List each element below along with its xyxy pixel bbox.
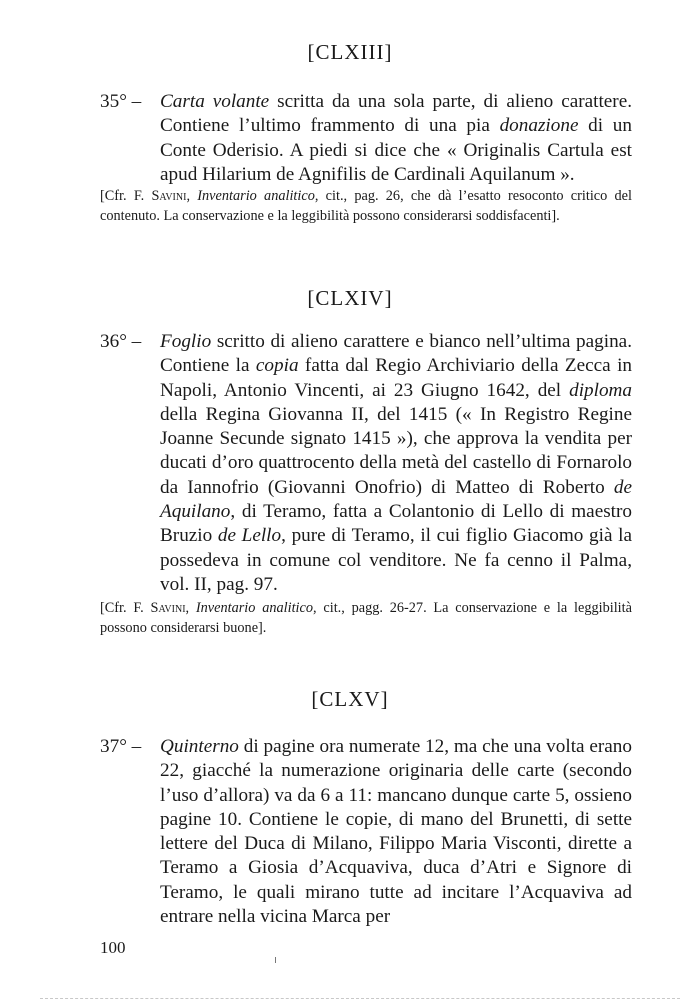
text-run: ,	[185, 600, 196, 616]
section-heading-clxiv: [CLXIV]	[307, 286, 393, 310]
entry-36	[100, 330, 632, 597]
entry-text	[160, 735, 632, 929]
italic-text-run: diploma	[569, 379, 632, 401]
text-run: fatta dal Regio Archiviario della Zecca in Napoli, Antonio Vincenti, ai 23 Giugno 1642, del	[160, 355, 632, 401]
text-run: scritto di alieno carattere e bianco nell’ultima pagina. Contiene la	[160, 331, 632, 377]
italic-text-run: copia	[255, 355, 299, 377]
italic-text-run: de Lello	[217, 525, 282, 547]
text-run: di un Conte Oderisio. A piedi si dice che « Originalis Cartula est apud Hilarium de Agnifilis de Cardinali Aquilanum ».	[160, 115, 632, 185]
author-name: Savini	[150, 600, 186, 616]
text-run: ,	[186, 188, 198, 204]
text-run: [Cfr. F.	[100, 188, 152, 204]
italic-text-run: Quinterno	[160, 736, 239, 757]
author-name: Savini	[151, 188, 187, 204]
text-run: scritta da una sola parte, di alieno carattere. Contiene l’ultimo frammento di una pia	[160, 91, 633, 137]
text-run: , pure di Teramo, il cui figlio Giacomo già la possedeva in comune col venditore. Ne fa cenno il Palma, vol. II, pag. 97.	[160, 525, 632, 595]
entry-35	[100, 90, 632, 187]
italic-text-run: Inventario analitico	[195, 600, 314, 616]
entry-37	[100, 735, 632, 929]
italic-text-run: donazione	[499, 115, 579, 137]
entry-text	[160, 330, 632, 597]
section-heading-clxv: [CLXV]	[311, 687, 389, 711]
text-run: di pagine ora numerate 12, ma che una volta erano 22, giacché la numerazione originaria delle carte (secondo l’uso d’allora) va da 6 a 11: mancano dunque carte 5, ossieno pagine 10. Contiene le copie, di mano del Brunetti, di sette lettere del Duca di Milano, Filippo Maria Visconti, dirette a Teramo a Giosia d’Acquaviva, duca d’Atri e Signore di Teramo, le quali mirano tutte ad incitare l’Acquaviva ad entrare nella vicina Marca per	[160, 736, 632, 928]
text-run: , cit., pag. 26, che dà l’esatto resoconto critico del contenuto. La conservazione e la leggibilità possono considerarsi soddisfacenti].	[100, 188, 632, 224]
scan-speck	[275, 957, 276, 963]
page-number: 100	[100, 938, 126, 957]
editorial-note-clxiii	[100, 187, 632, 226]
entry-number: 37° –	[100, 736, 142, 757]
text-run: , di Teramo, fatta a Colantonio di Lello di maestro Bruzio	[160, 501, 632, 547]
text-run: della Regina Giovanna II, del 1415 (« In Registro Regine Joanne Secunde signato 1415 »), che approva la vendita per ducati d’oro quattrocento della metà del castello di Fornarolo da Iannofrio (Giovanni Onofrio) di Matteo di Roberto	[160, 403, 632, 498]
entry-number: 35° –	[100, 91, 142, 112]
editorial-note-clxiv	[100, 599, 632, 638]
italic-text-run: Foglio	[160, 331, 212, 352]
entry-number: 36° –	[100, 331, 142, 352]
section-heading-clxiii: [CLXIII]	[307, 40, 393, 64]
scan-edge-line	[40, 998, 680, 999]
italic-text-run: de Aquilano	[160, 476, 632, 523]
entry-text	[160, 90, 632, 187]
text-run: , cit., pagg. 26-27. La conservazione e la leggibilità possono considerarsi buone].	[100, 600, 632, 636]
text-run: [Cfr. F.	[100, 600, 151, 616]
italic-text-run: Carta volante	[160, 91, 270, 112]
italic-text-run: Inventario analitico	[197, 188, 315, 204]
